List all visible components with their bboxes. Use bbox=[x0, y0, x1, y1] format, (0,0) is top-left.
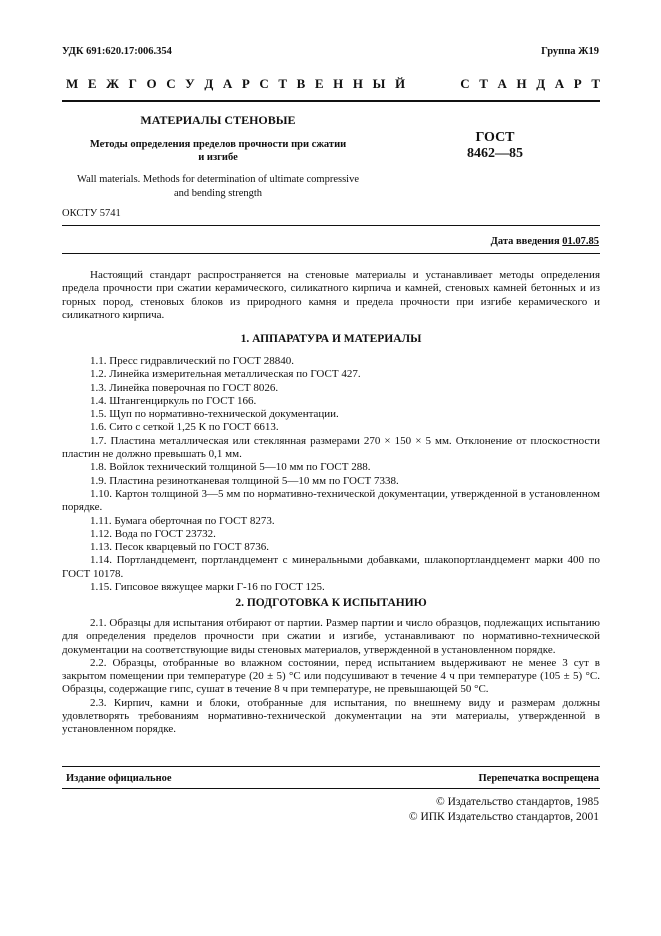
interstate-standard-band bbox=[66, 76, 600, 92]
copyright-2001: © ИПК Издательство стандартов, 2001 bbox=[408, 811, 599, 823]
gost-label: ГОСТ bbox=[475, 130, 515, 145]
band-letter: Е bbox=[314, 76, 324, 91]
list-item: 1.3. Линейка поверочная по ГОСТ 8026. bbox=[90, 381, 279, 394]
list-item: 1.14. Портландцемент, портландцемент с минеральными добавками, шлакопортландцемент марки 400 по ГОСТ 10178. bbox=[62, 554, 600, 580]
introduction-date-label: Дата введения bbox=[490, 236, 560, 247]
copyright-1985: © Издательство стандартов, 1985 bbox=[435, 796, 599, 808]
band-letter: Т bbox=[278, 76, 288, 91]
english-title-line-2: and bending strength bbox=[173, 188, 263, 199]
list-item: 1.15. Гипсовое вяжущее марки Г-16 по ГОСТ 125. bbox=[90, 581, 325, 594]
band-letter: О bbox=[146, 76, 157, 91]
list-item: 1.13. Песок кварцевый по ГОСТ 8736. bbox=[90, 541, 269, 554]
band-letter: М bbox=[66, 76, 79, 91]
official-edition-label: Издание официальное bbox=[66, 773, 172, 784]
introduction-date-value: 01.07.85 bbox=[562, 236, 599, 247]
band-letter: Д bbox=[536, 76, 546, 91]
band-letter: А bbox=[497, 76, 507, 91]
document-title: МАТЕРИАЛЫ СТЕНОВЫЕ bbox=[140, 113, 296, 127]
footer-rule bbox=[62, 766, 600, 767]
band-letter: Р bbox=[241, 76, 250, 91]
english-title-line-1: Wall materials. Methods for determination of ultimate compressive bbox=[77, 174, 359, 185]
band-letter: Ж bbox=[106, 76, 119, 91]
section-1-list bbox=[62, 355, 600, 594]
band-letter: Р bbox=[573, 76, 582, 91]
list-item: 1.8. Войлок технический толщиной 5—10 мм по ГОСТ 288. bbox=[90, 461, 371, 474]
reprint-prohibited-label: Перепечатка воспрещена bbox=[478, 773, 599, 784]
list-item: 1.4. Штангенциркуль по ГОСТ 166. bbox=[90, 394, 257, 407]
band-letter: С bbox=[460, 76, 470, 91]
list-item: 1.1. Пресс гидравлический по ГОСТ 28840. bbox=[90, 355, 294, 367]
band-letter: Ы bbox=[372, 76, 386, 91]
band-letter: Й bbox=[394, 76, 406, 91]
udk-code: УДК 691:620.17:006.354 bbox=[62, 46, 172, 57]
date-rule bbox=[62, 253, 600, 254]
band-letter: Г bbox=[128, 76, 137, 91]
list-item: 2.1. Образцы для испытания отбирают от партии. Размер партии и число образцов, подлежащих испытанию для определения пределов прочности при сжатии и изгибе, устанавливают по нормативно-технической документации на соответствующие виды стеновых материалов, утвержденной в установленном порядке. bbox=[62, 617, 600, 656]
band-letter: А bbox=[222, 76, 233, 91]
gost-designation bbox=[440, 130, 550, 162]
list-item: 1.12. Вода по ГОСТ 23732. bbox=[90, 527, 216, 540]
band-letter: У bbox=[185, 76, 195, 91]
band-letter: Д bbox=[204, 76, 214, 91]
band-letter: С bbox=[166, 76, 176, 91]
introduction-date bbox=[491, 236, 599, 247]
okstu-code: ОКСТУ 5741 bbox=[62, 208, 121, 219]
section-2-list bbox=[62, 617, 600, 737]
band-letter: Е bbox=[87, 76, 97, 91]
section-1-heading: 1. АППАРАТУРА И МАТЕРИАЛЫ bbox=[240, 333, 422, 345]
band-letter: В bbox=[296, 76, 306, 91]
okstu-rule bbox=[62, 225, 600, 226]
list-item: 1.6. Сито с сеткой 1,25 К по ГОСТ 6613. bbox=[90, 421, 279, 434]
band-letter: Т bbox=[479, 76, 488, 91]
footer-rule-bottom bbox=[62, 788, 600, 789]
header-rule bbox=[62, 100, 600, 102]
list-item: 1.7. Пластина металлическая или стеклянная размерами 270 × 150 × 5 мм. Отклонение от плоскостности пластин не должно превышать 0,1 мм. bbox=[62, 434, 600, 461]
band-letter: С bbox=[259, 76, 269, 91]
band-letter: Н bbox=[352, 76, 364, 91]
subtitle-line-1: Методы определения пределов прочности при сжатии bbox=[89, 139, 347, 150]
list-item: 1.11. Бумага оберточная по ГОСТ 8273. bbox=[90, 514, 275, 527]
band-letter: Н bbox=[333, 76, 344, 91]
band-letter: Н bbox=[516, 76, 527, 91]
list-item: 1.9. Пластина резинотканевая толщиной 5—10 мм по ГОСТ 7338. bbox=[90, 474, 399, 487]
band-letter: Т bbox=[591, 76, 600, 91]
subtitle-line-2: и изгибе bbox=[198, 152, 238, 163]
gost-number: 8462—85 bbox=[467, 146, 523, 161]
english-title bbox=[62, 173, 374, 201]
document-subtitle bbox=[62, 138, 374, 164]
band-word-gap bbox=[415, 76, 451, 92]
group-code: Группа Ж19 bbox=[541, 46, 599, 57]
list-item: 1.5. Щуп по нормативно-технической документации. bbox=[90, 408, 339, 421]
section-2-heading: 2. ПОДГОТОВКА К ИСПЫТАНИЮ bbox=[235, 597, 427, 609]
list-item: 2.3. Кирпич, камни и блоки, отобранные для испытания, по внешнему виду и размерам должны удовлетворять требованиям нормативно-технической документации на эти материалы, утвержденной в установленном порядке. bbox=[62, 696, 600, 736]
list-item: 2.2. Образцы, отобранные во влажном состоянии, перед испытанием выдерживают не менее 3 сут в закрытом помещении при температуре (20 ± 5) °С или подсушивают в течение 4 ч при температуре (105 ± 5) °С. Образцы, содержащие гипс, сушат в течение 8 ч при температуре, не превышающей 50 °С. bbox=[62, 656, 600, 696]
list-item: 1.2. Линейка измерительная металлическая по ГОСТ 427. bbox=[90, 368, 361, 381]
intro-paragraph: Настоящий стандарт распространяется на стеновые материалы и устанавливает методы определения предела прочности при сжатии керамического, силикатного кирпича и камней, стеновых камней бетонных и из горных пород, стеновых блоков из природного камня и предела прочности при изгибе керамического и силикатного кирпича. bbox=[62, 269, 600, 321]
list-item: 1.10. Картон толщиной 3—5 мм по нормативно-технической документации, утвержденной в установленном порядке. bbox=[62, 487, 600, 514]
band-letter: А bbox=[554, 76, 565, 91]
